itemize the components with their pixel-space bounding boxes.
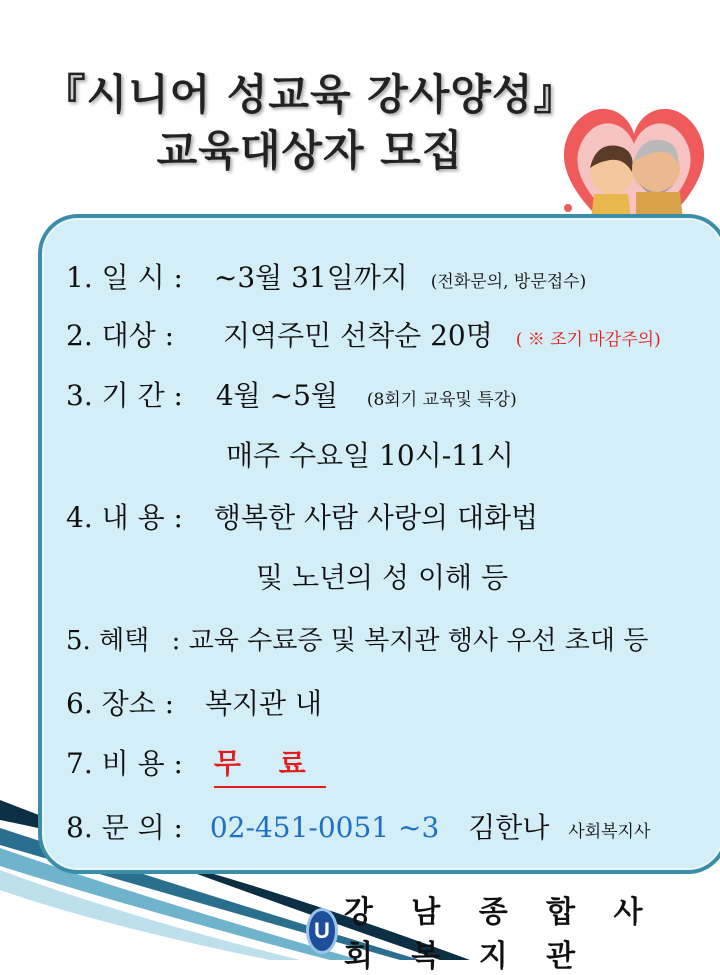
content-label: 4. 내 용 : — [66, 501, 183, 534]
target-row — [66, 314, 661, 354]
period-note: (8회기 교육및 특강) — [366, 390, 517, 410]
contact-phone[interactable]: 02-451-0051 ~3 — [209, 811, 440, 844]
contact-person: 김한나 — [468, 811, 550, 844]
date-value: ~3월 31일까지 — [213, 261, 408, 294]
content-line1: 행복한 사람 사랑의 대화법 — [213, 501, 539, 534]
contact-row — [66, 806, 650, 846]
place-row — [66, 682, 322, 722]
period-row — [66, 374, 517, 414]
period-value: 4월 ~5월 — [215, 379, 338, 412]
contact-label: 8. 문 의 : — [66, 811, 183, 844]
target-label: 2. 대상 : — [66, 319, 175, 352]
cost-label: 7. 비 용 : — [66, 747, 183, 780]
cost-row — [66, 742, 326, 788]
period-label: 3. 기 간 : — [66, 379, 183, 412]
date-row — [66, 256, 586, 296]
welfare-center-logo-icon — [306, 908, 338, 954]
date-note: (전화문의, 방문접수) — [430, 272, 587, 292]
target-value: 지역주민 선착순 20명 — [222, 319, 493, 352]
content-line2: 및 노년의 성 이해 등 — [256, 561, 508, 594]
logo-letter: U — [313, 918, 330, 943]
page-subtitle: 교육대상자 모집 — [156, 126, 464, 175]
place-label: 6. 장소 : — [66, 687, 175, 720]
footer — [306, 895, 720, 974]
place-value: 복지관 내 — [204, 687, 323, 720]
benefit-value: : 교육 수료증 및 복지관 행사 우선 초대 등 — [171, 626, 649, 656]
contact-role: 사회복지사 — [568, 822, 651, 842]
target-note: ( ※ 조기 마감주의) — [515, 330, 661, 350]
content-row — [66, 496, 538, 536]
benefit-row — [66, 620, 648, 657]
date-label: 1. 일 시 : — [66, 261, 183, 294]
cost-value: 무 료 — [214, 742, 326, 788]
benefit-label: 5. 혜택 — [66, 626, 150, 656]
page-title: 『시니어 성교육 강사양성』 — [43, 70, 577, 119]
org-name: 강 남 종 합 사 회 복 지 관 — [343, 895, 657, 974]
period-schedule: 매주 수요일 10시-11시 — [226, 439, 514, 472]
